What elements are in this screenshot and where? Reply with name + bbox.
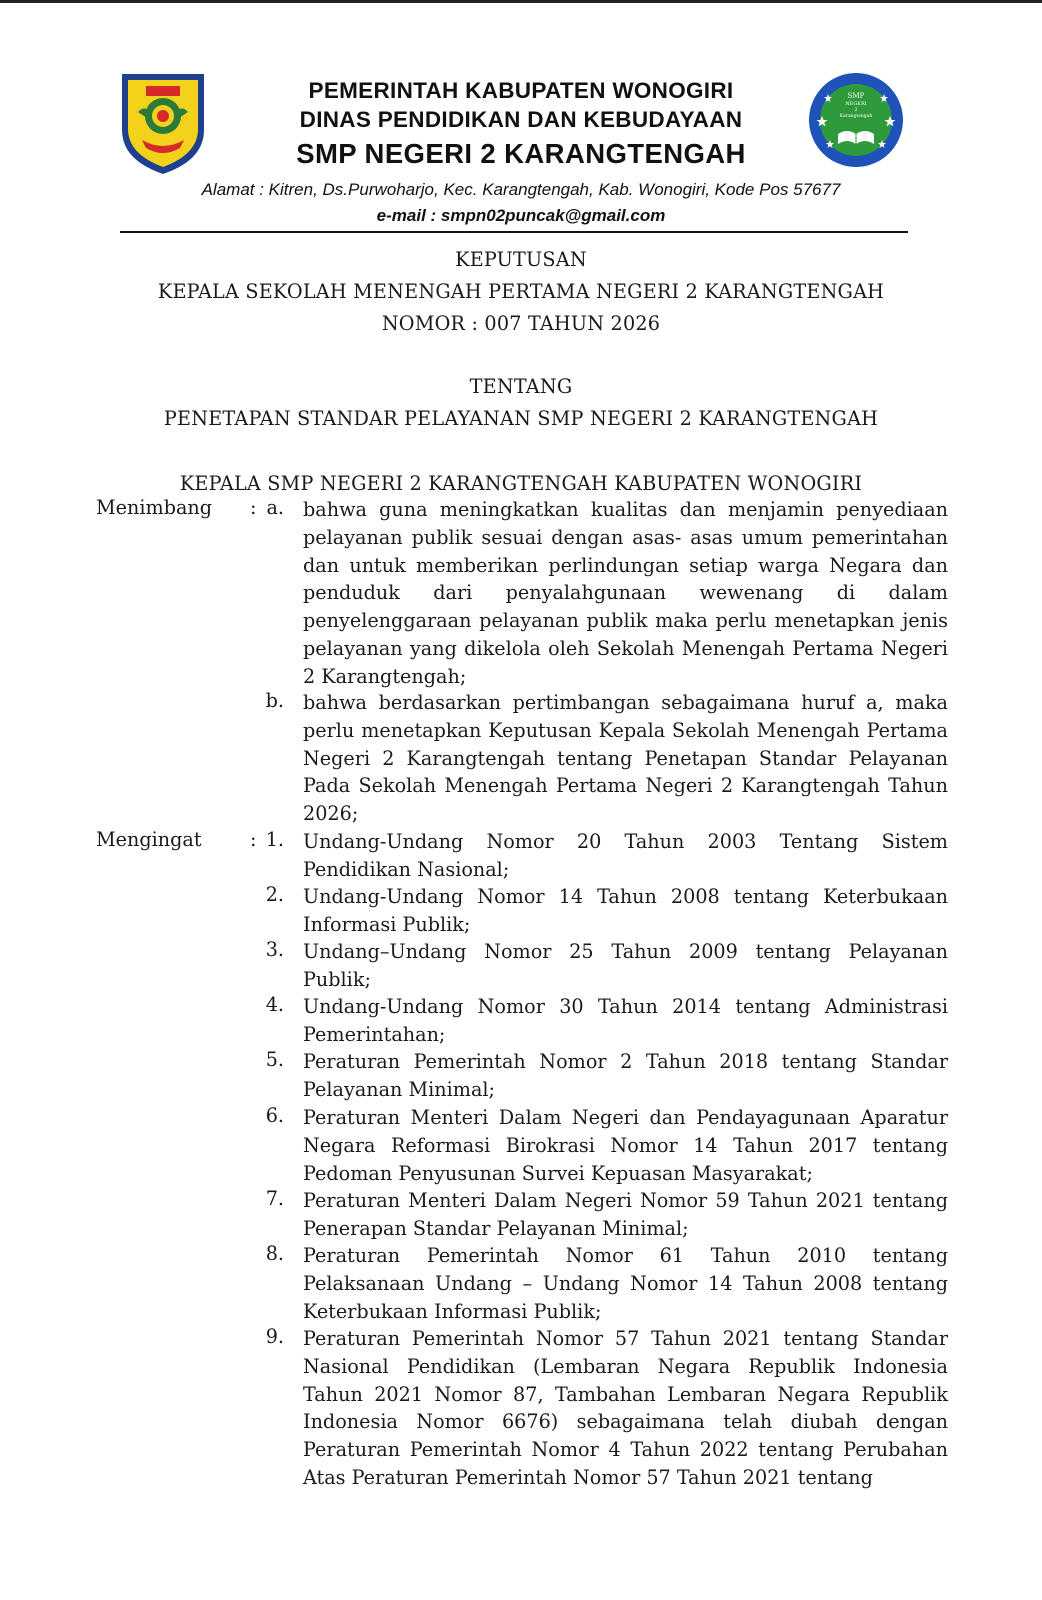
menimbang-colon: : xyxy=(250,496,257,519)
item-marker: 1. xyxy=(265,828,284,851)
menimbang-label: Menimbang xyxy=(96,496,213,519)
mengingat-label: Mengingat xyxy=(96,828,202,851)
school-email: e-mail : smpn02puncak@gmail.com xyxy=(376,206,666,225)
school-name: SMP NEGERI 2 KARANGTENGAH xyxy=(296,138,746,169)
decree-number: NOMOR : 007 TAHUN 2026 xyxy=(381,312,661,335)
tentang-heading: TENTANG xyxy=(469,375,573,398)
school-logo-icon xyxy=(808,72,904,168)
school-logo-text-3: 2 xyxy=(854,107,858,113)
school-address: Alamat : Kitren, Ds.Purwoharjo, Kec. Karangtengah, Kab. Wonogiri, Kode Pos 57677 xyxy=(201,180,841,199)
letterhead-divider xyxy=(120,231,908,233)
item-marker: a. xyxy=(266,496,284,519)
item-marker: 9. xyxy=(265,1325,284,1348)
school-logo-text-2: NEGERI xyxy=(845,101,867,107)
item-marker: 4. xyxy=(265,993,284,1016)
school-logo-text-1: SMP xyxy=(847,92,865,100)
item-marker: 2. xyxy=(265,883,284,906)
decree-issuer: KEPALA SMP NEGERI 2 KARANGTENGAH KABUPATEN WONOGIRI xyxy=(179,472,863,495)
government-header: PEMERINTAH KABUPATEN WONOGIRI xyxy=(308,78,734,103)
item-text: Peraturan Menteri Dalam Negeri Nomor 59 Tahun 2021 tentang Penerapan Standar Pelayanan Minimal; xyxy=(303,1189,948,1240)
item-marker: b. xyxy=(265,689,284,712)
item-text: Peraturan Menteri Dalam Negeri dan Pendayagunaan Aparatur Negara Reformasi Birokrasi Nomor 14 Tahun 2017 tentang Pedoman Penyusunan Survei Kepuasan Masyarakat; xyxy=(303,1106,948,1185)
item-text: bahwa berdasarkan pertimbangan sebagaimana huruf a, maka perlu menetapkan Keputusan Kepala Sekolah Menengah Pertama Negeri 2 Karangtengah tentang Penetapan Standar Pelayanan Pada Sekolah Menengah Pertama Negeri 2 Karangtengah Tahun 2026; xyxy=(303,691,948,826)
school-logo-text-4: Karangtengah xyxy=(839,114,873,119)
item-text: Peraturan Pemerintah Nomor 61 Tahun 2010 tentang Pelaksanaan Undang – Undang Nomor 14 Tahun 2008 tentang Keterbukaan Informasi Publik; xyxy=(303,1244,948,1323)
department-header: DINAS PENDIDIKAN DAN KEBUDAYAAN xyxy=(299,107,743,132)
item-marker: 7. xyxy=(265,1187,284,1210)
item-text: Undang-Undang Nomor 14 Tahun 2008 tentang Keterbukaan Informasi Publik; xyxy=(303,885,948,936)
decree-subject: PENETAPAN STANDAR PELAYANAN SMP NEGERI 2 KARANGTENGAH xyxy=(163,407,879,430)
item-text: Undang–Undang Nomor 25 Tahun 2009 tentang Pelayanan Publik; xyxy=(303,940,948,991)
item-text: Undang-Undang Nomor 20 Tahun 2003 Tentang Sistem Pendidikan Nasional; xyxy=(303,830,948,881)
item-marker: 6. xyxy=(265,1104,284,1127)
decree-issuer-title: KEPALA SEKOLAH MENENGAH PERTAMA NEGERI 2 KARANGTENGAH xyxy=(157,280,885,303)
item-marker: 5. xyxy=(265,1048,284,1071)
item-marker: 3. xyxy=(265,938,284,961)
decree-title: KEPUTUSAN xyxy=(455,248,587,271)
item-text: Peraturan Pemerintah Nomor 57 Tahun 2021 tentang Standar Nasional Pendidikan (Lembaran Negara Republik Indonesia Tahun 2021 Nomor 87, Tambahan Lembaran Negara Republik Indonesia Nomor 6676) sebagaimana telah diubah dengan Peraturan Pemerintah Nomor 4 Tahun 2022 tentang Perubahan Atas Peraturan Pemerintah Nomor 57 Tahun 2021 tentang xyxy=(303,1327,948,1489)
item-text: Peraturan Pemerintah Nomor 2 Tahun 2018 tentang Standar Pelayanan Minimal; xyxy=(303,1050,948,1101)
item-text: Undang-Undang Nomor 30 Tahun 2014 tentang Administrasi Pemerintahan; xyxy=(303,995,948,1046)
mengingat-colon: : xyxy=(250,828,257,851)
item-text: bahwa guna meningkatkan kualitas dan menjamin penyediaan pelayanan publik sesuai dengan asas- asas umum pemerintahan dan untuk memberikan perlindungan setiap warga Negara dan penduduk dari penyalahgunaan wewenang di dalam penyelenggaraan pelayanan publik maka perlu menetapkan jenis pelayanan yang dikelola oleh Sekolah Menengah Pertama Negeri 2 Karangtengah; xyxy=(303,498,948,688)
item-marker: 8. xyxy=(265,1242,284,1265)
